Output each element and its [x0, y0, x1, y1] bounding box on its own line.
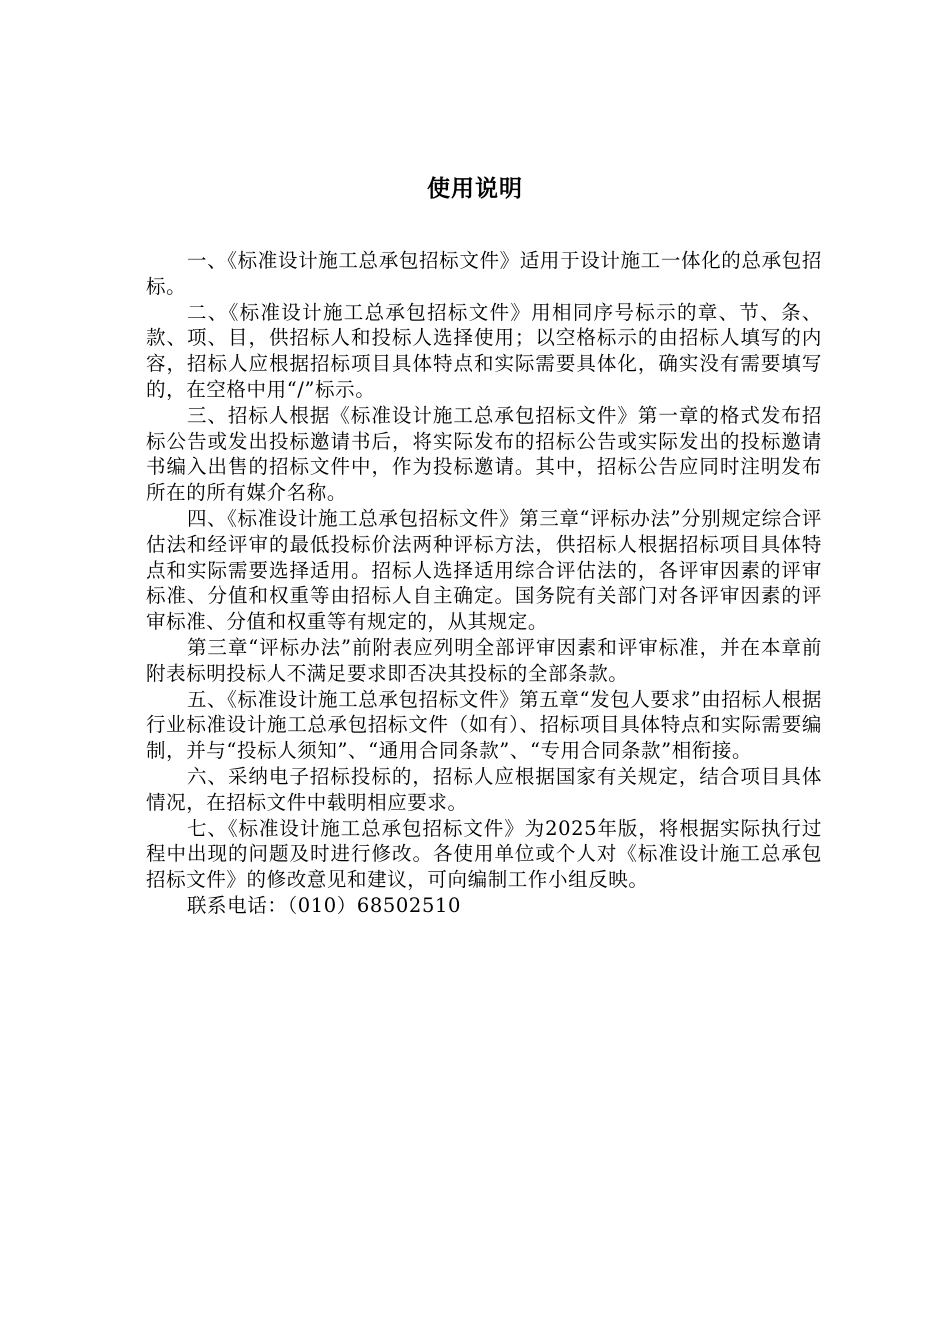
paragraph-4-supplement: 第三章“评标办法”前附表应列明全部评审因素和评审标准，并在本章前附表标明投标人不满足要求即否决其投标的全部条款。 [146, 635, 822, 685]
document-body [146, 248, 822, 919]
paragraph-4: 四、《标准设计施工总承包招标文件》第三章“评标办法”分别规定综合评估法和经评审的最低投标价法两种评标方法，供招标人根据招标项目具体特点和实际需要选择适用。招标人选择适用综合评估法的，各评审因素的评审标准、分值和权重等由招标人自主确定。国务院有关部门对各评审因素的评审标准、分值和权重等有规定的，从其规定。 [146, 506, 822, 634]
page-title: 使用说明 [427, 176, 523, 203]
paragraph-3: 三、招标人根据《标准设计施工总承包招标文件》第一章的格式发布招标公告或发出投标邀请书后，将实际发布的招标公告或实际发出的投标邀请书编入出售的招标文件中，作为投标邀请。其中，招标公告应同时注明发布所在的所有媒介名称。 [146, 403, 822, 505]
paragraph-5: 五、《标准设计施工总承包招标文件》第五章“发包人要求”由招标人根据行业标准设计施工总承包招标文件（如有）、招标项目具体特点和实际需要编制，并与“投标人须知”、“通用合同条款”、“专用合同条款”相衔接。 [146, 687, 822, 763]
paragraph-6: 六、采纳电子招标投标的，招标人应根据国家有关规定，结合项目具体情况，在招标文件中载明相应要求。 [146, 764, 822, 814]
paragraph-7: 七、《标准设计施工总承包招标文件》为2025年版，将根据实际执行过程中出现的问题及时进行修改。各使用单位或个人对《标准设计施工总承包招标文件》的修改意见和建议，可向编制工作小组反映。 [146, 816, 822, 892]
paragraph-2: 二、《标准设计施工总承包招标文件》用相同序号标示的章、节、条、款、项、目，供招标人和投标人选择使用；以空格标示的由招标人填写的内容，招标人应根据招标项目具体特点和实际需要具体化，确实没有需要填写的，在空格中用“/”标示。 [146, 300, 822, 401]
paragraph-1: 一、《标准设计施工总承包招标文件》适用于设计施工一体化的总承包招标。 [146, 249, 822, 298]
contact-phone: 联系电话：（010）68502510 [186, 893, 461, 917]
